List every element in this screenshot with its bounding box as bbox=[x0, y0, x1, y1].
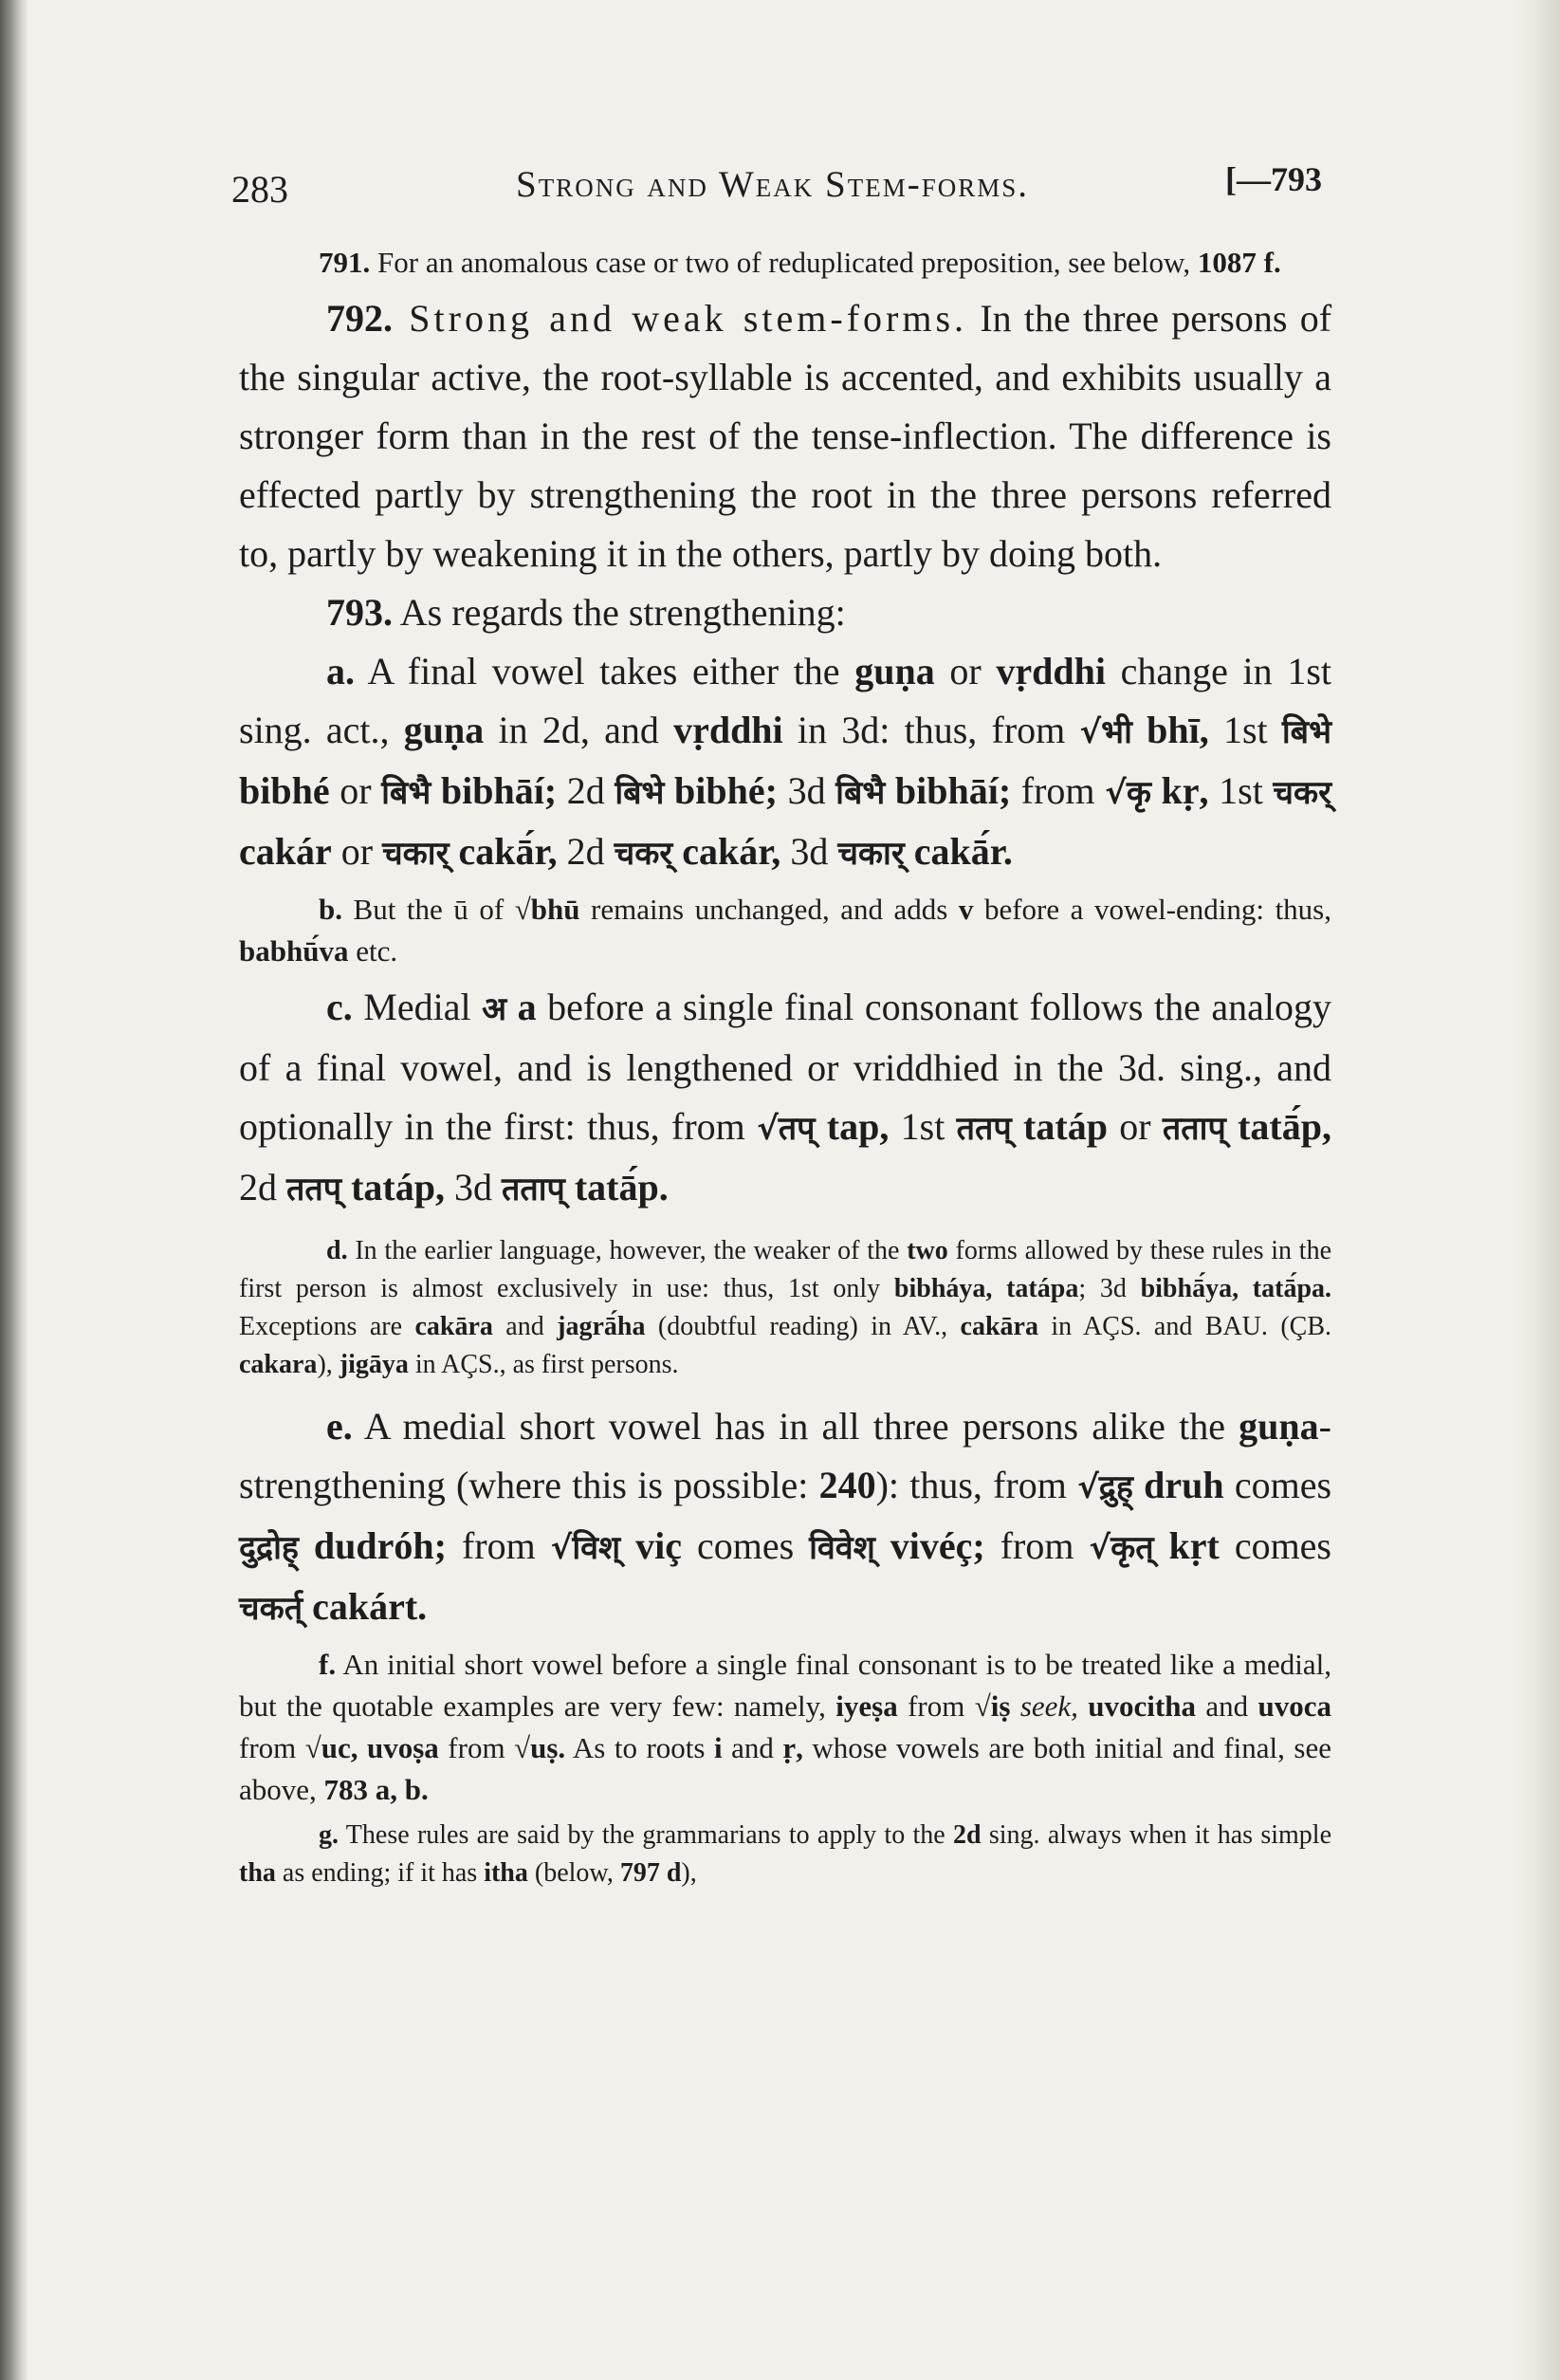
paragraph-793c: c. Medial अ a before a single final consonant follows the analogy of a final vowel, and is lengthened or vriddhied in the 3d. sing., and optionally in the first: thus, from √तप् tap, 1st ततप् tatáp or तताप् tatā́p, 2d ततप् tatáp, 3d तताप् tatā́p. bbox=[239, 986, 1331, 1208]
section-range: [—793 bbox=[1225, 160, 1322, 198]
devanagari-word: तताप् bbox=[501, 1171, 565, 1208]
devanagari-word: √तप् bbox=[757, 1110, 816, 1148]
devanagari-word: चकार् bbox=[382, 835, 450, 873]
devanagari-word: √भी bbox=[1079, 713, 1132, 751]
devanagari-word: अ bbox=[482, 990, 507, 1028]
paragraph-793e: e. A medial short vowel has in all three persons alike the guṇa-strengthening (where this is possible: 240): thus, from √द्रुह् druh comes दुद्रोह् dudróh; from √विश् viç comes विवेश् vivéç; from √कृत् kṛt comes चकर्त् cakárt. bbox=[239, 1405, 1332, 1628]
devanagari-word: √विश् bbox=[550, 1529, 621, 1567]
devanagari-word: ततप् bbox=[956, 1110, 1012, 1148]
devanagari-word: दुद्रोह् bbox=[239, 1529, 299, 1567]
scan-edge-right bbox=[1513, 0, 1560, 2380]
devanagari-word: बिभे bbox=[1281, 713, 1331, 751]
devanagari-word: चकर्त् bbox=[239, 1590, 303, 1628]
devanagari-word: ततप् bbox=[286, 1171, 342, 1208]
devanagari-word: √कृत् bbox=[1089, 1529, 1154, 1567]
devanagari-word: चकर् bbox=[1273, 774, 1332, 812]
devanagari-word: √कृ bbox=[1105, 774, 1151, 812]
paragraph-793d: d. In the earlier language, however, the weaker of the two forms allowed by these rules in the first person is almost exclusively in use: thus, 1st only bibháya, tatápa; 3d bibhā́ya, tatā́pa. Exceptions are cakāra and jagrā́ha (doubtful reading) in AV., cakāra in AÇS. and BAU. (ÇB. cakara), jigāya in AÇS., as first persons. bbox=[239, 1236, 1332, 1379]
section-heading: Strong and weak stem-forms. bbox=[393, 297, 968, 340]
page-body bbox=[239, 242, 1331, 1892]
devanagari-word: तताप् bbox=[1162, 1110, 1226, 1148]
scan-edge-left bbox=[0, 0, 28, 2380]
paragraph-793: 793. As regards the strengthening: bbox=[326, 591, 846, 634]
devanagari-word: चकर् bbox=[614, 835, 673, 873]
devanagari-word: बिभे bbox=[615, 774, 665, 812]
paragraph-791: 791. For an anomalous case or two of reduplicated preposition, see below, 1087 f. bbox=[319, 246, 1281, 279]
devanagari-word: बिभै bbox=[835, 774, 886, 812]
devanagari-word: √द्रुह् bbox=[1077, 1468, 1133, 1506]
devanagari-word: विवेश् bbox=[809, 1529, 875, 1567]
devanagari-word: बिभै bbox=[381, 774, 431, 812]
devanagari-word: चकार् bbox=[837, 835, 905, 873]
paragraph-793a: a. A final vowel takes either the guṇa or vṛddhi change in 1st sing. act., guṇa in 2d, and vṛddhi in 3d: thus, from √भी bhī, 1st बिभे bibhé or बिभै bibhāí; 2d बिभे bibhé; 3d बिभै bibhāí; from √कृ kṛ, 1st चकर् cakár or चकार् cakā́r, 2d चकर् cakár, 3d चकार् cakā́r. bbox=[239, 650, 1332, 873]
running-title: Strong and Weak Stem-forms. bbox=[516, 164, 1029, 205]
paragraph-793g: g. These rules are said by the grammarians to apply to the 2d sing. always when it has simple tha as ending; if it has itha (below, 797 d), bbox=[239, 1820, 1331, 1888]
paragraph-793f: f. An initial short vowel before a single final consonant is to be treated like a medial, but the quotable examples are very few: namely, iyeṣa from √iṣ seek, uvocitha and uvoca from √uc, uvoṣa from √uṣ. As to roots i and ṛ, whose vowels are both initial and final, see above, 783 a, b. bbox=[239, 1648, 1331, 1806]
paragraph-793b: b. But the ū of √bhū remains unchanged, and adds v before a vowel-ending: thus, babhū́va etc. bbox=[239, 893, 1331, 968]
paragraph-792: 792. Strong and weak stem-forms. In the three persons of the singular active, the root-syllable is accented, and exhibits usually a stronger form than in the rest of the tense-inflection. The difference is effected partly by strengthening the root in the three persons referred to, partly by weakening it in the others, partly by doing both. bbox=[239, 297, 1332, 575]
running-header bbox=[231, 159, 1331, 211]
page-number: 283 bbox=[231, 168, 288, 211]
